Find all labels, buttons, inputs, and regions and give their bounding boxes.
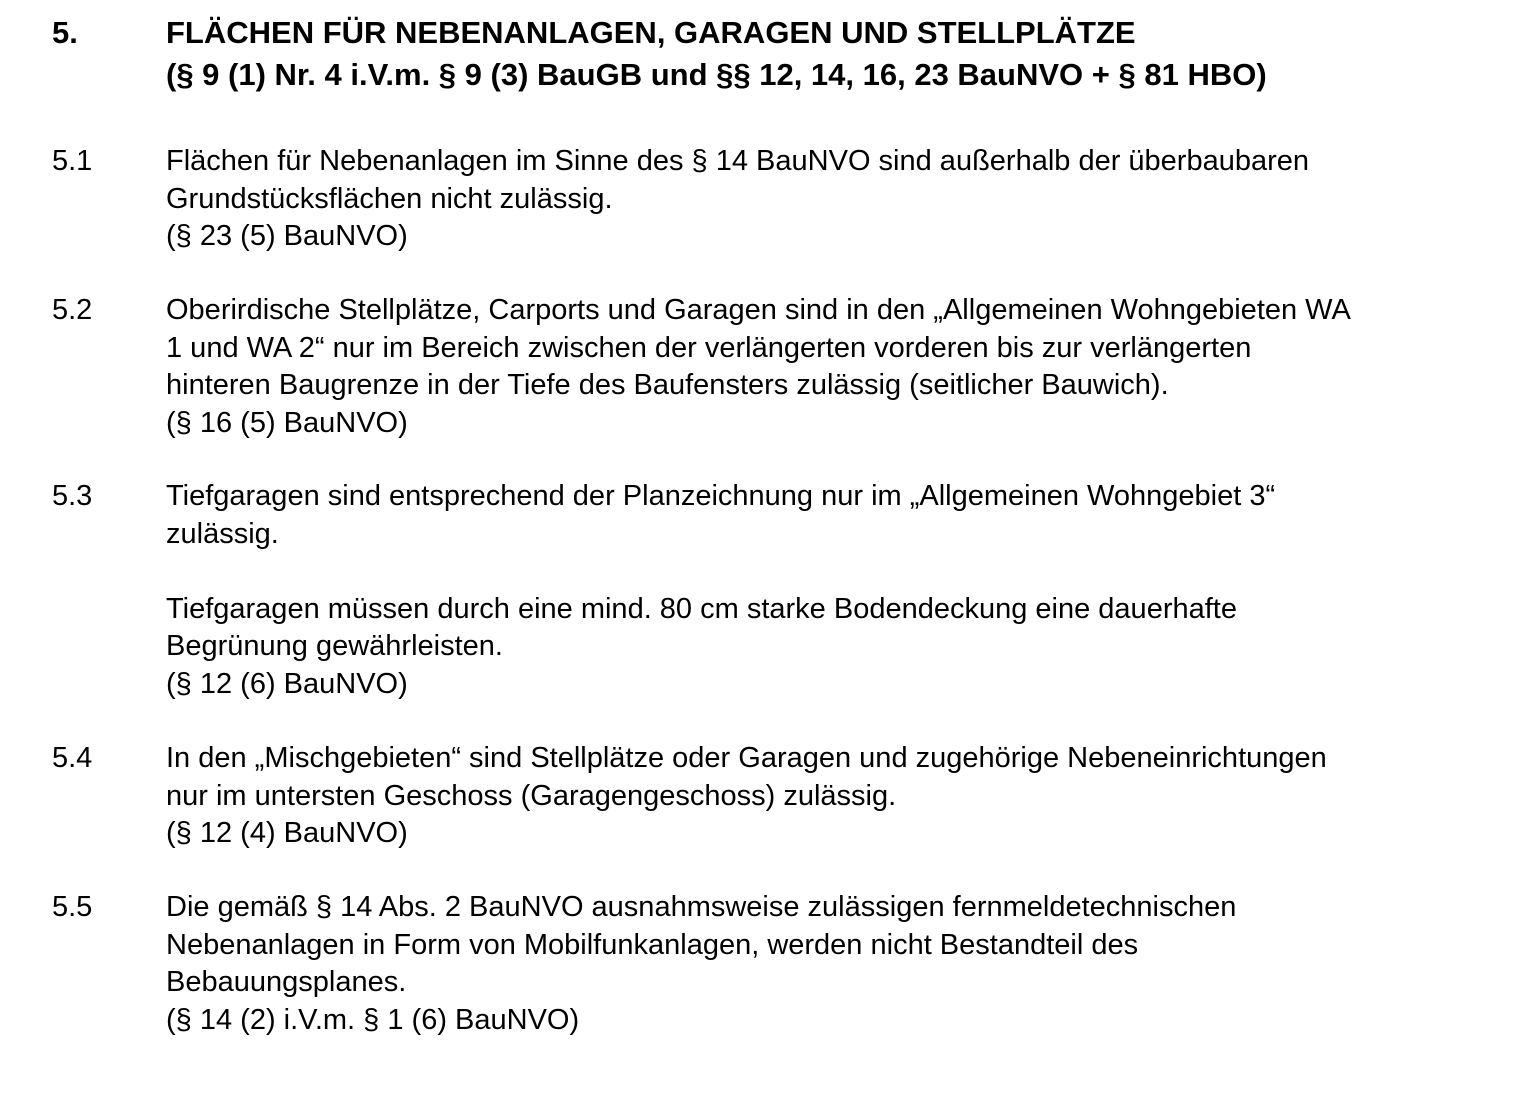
clause-paragraph bbox=[166, 889, 1526, 1039]
clause-body bbox=[166, 889, 1526, 1039]
clause-line: zulässig. bbox=[166, 517, 279, 550]
heading-number: 5. bbox=[52, 15, 78, 50]
clause-line: Die gemäß § 14 Abs. 2 BauNVO ausnahmsweise zulässigen fernmeldetechnischen bbox=[166, 891, 1237, 923]
clause-body bbox=[166, 478, 1526, 703]
clause-legal-reference: (§ 12 (6) BauNVO) bbox=[166, 667, 408, 700]
heading-legal-reference: (§ 9 (1) Nr. 4 i.V.m. § 9 (3) BauGB und §§ 12, 14, 16, 23 BauNVO + § 81 HBO) bbox=[166, 57, 1267, 92]
clause-paragraph bbox=[166, 591, 1526, 704]
clause-line: Flächen für Nebenanlagen im Sinne des § 14 BauNVO sind außerhalb der überbaubaren bbox=[166, 145, 1310, 177]
clause-line: Grundstücksflächen nicht zulässig. bbox=[166, 182, 613, 215]
clause-paragraph bbox=[166, 740, 1526, 853]
clause-line: Tiefgaragen sind entsprechend der Planzeichnung nur im „Allgemeinen Wohngebiet 3“ bbox=[166, 480, 1276, 512]
clause-line: 1 und WA 2“ nur im Bereich zwischen der verlängerten vorderen bis zur verlängerten bbox=[166, 331, 1252, 364]
heading-title-line: FLÄCHEN FÜR NEBENANLAGEN, GARAGEN UND STELLPLÄTZE bbox=[166, 15, 1136, 50]
clause-body bbox=[166, 292, 1526, 442]
clause-paragraph bbox=[166, 478, 1526, 553]
clause-legal-reference: (§ 14 (2) i.V.m. § 1 (6) BauNVO) bbox=[166, 1003, 580, 1036]
clause-line: Begrünung gewährleisten. bbox=[166, 630, 503, 662]
clause-legal-reference: (§ 16 (5) BauNVO) bbox=[166, 406, 408, 439]
clause-line: In den „Mischgebieten“ sind Stellplätze oder Garagen und zugehörige Nebeneinrichtungen bbox=[166, 742, 1327, 774]
clause-legal-reference: (§ 12 (4) BauNVO) bbox=[166, 817, 408, 849]
clause-line: Tiefgaragen müssen durch eine mind. 80 cm starke Bodendeckung eine dauerhafte bbox=[166, 592, 1237, 625]
clause-number: 5.5 bbox=[52, 891, 93, 923]
clause-number: 5.2 bbox=[52, 294, 93, 326]
heading-title bbox=[166, 12, 1526, 96]
clause-legal-reference: (§ 23 (5) BauNVO) bbox=[166, 220, 408, 252]
clause-number: 5.1 bbox=[52, 145, 93, 177]
clause-number: 5.3 bbox=[52, 480, 93, 512]
clause-body bbox=[166, 740, 1526, 853]
clause-body bbox=[166, 143, 1526, 256]
clause-number: 5.4 bbox=[52, 742, 93, 774]
clause-line: nur im untersten Geschoss (Garagengeschoss) zulässig. bbox=[166, 779, 897, 812]
clause-paragraph bbox=[166, 292, 1526, 442]
clause-line: Oberirdische Stellplätze, Carports und Garagen sind in den „Allgemeinen Wohngebieten WA bbox=[166, 294, 1351, 326]
clause-line: hinteren Baugrenze in der Tiefe des Baufensters zulässig (seitlicher Bauwich). bbox=[166, 369, 1169, 401]
clause-line: Nebenanlagen in Form von Mobilfunkanlagen, werden nicht Bestandteil des bbox=[166, 928, 1139, 961]
clause-line: Bebauungsplanes. bbox=[166, 966, 407, 998]
clause-paragraph bbox=[166, 143, 1526, 256]
